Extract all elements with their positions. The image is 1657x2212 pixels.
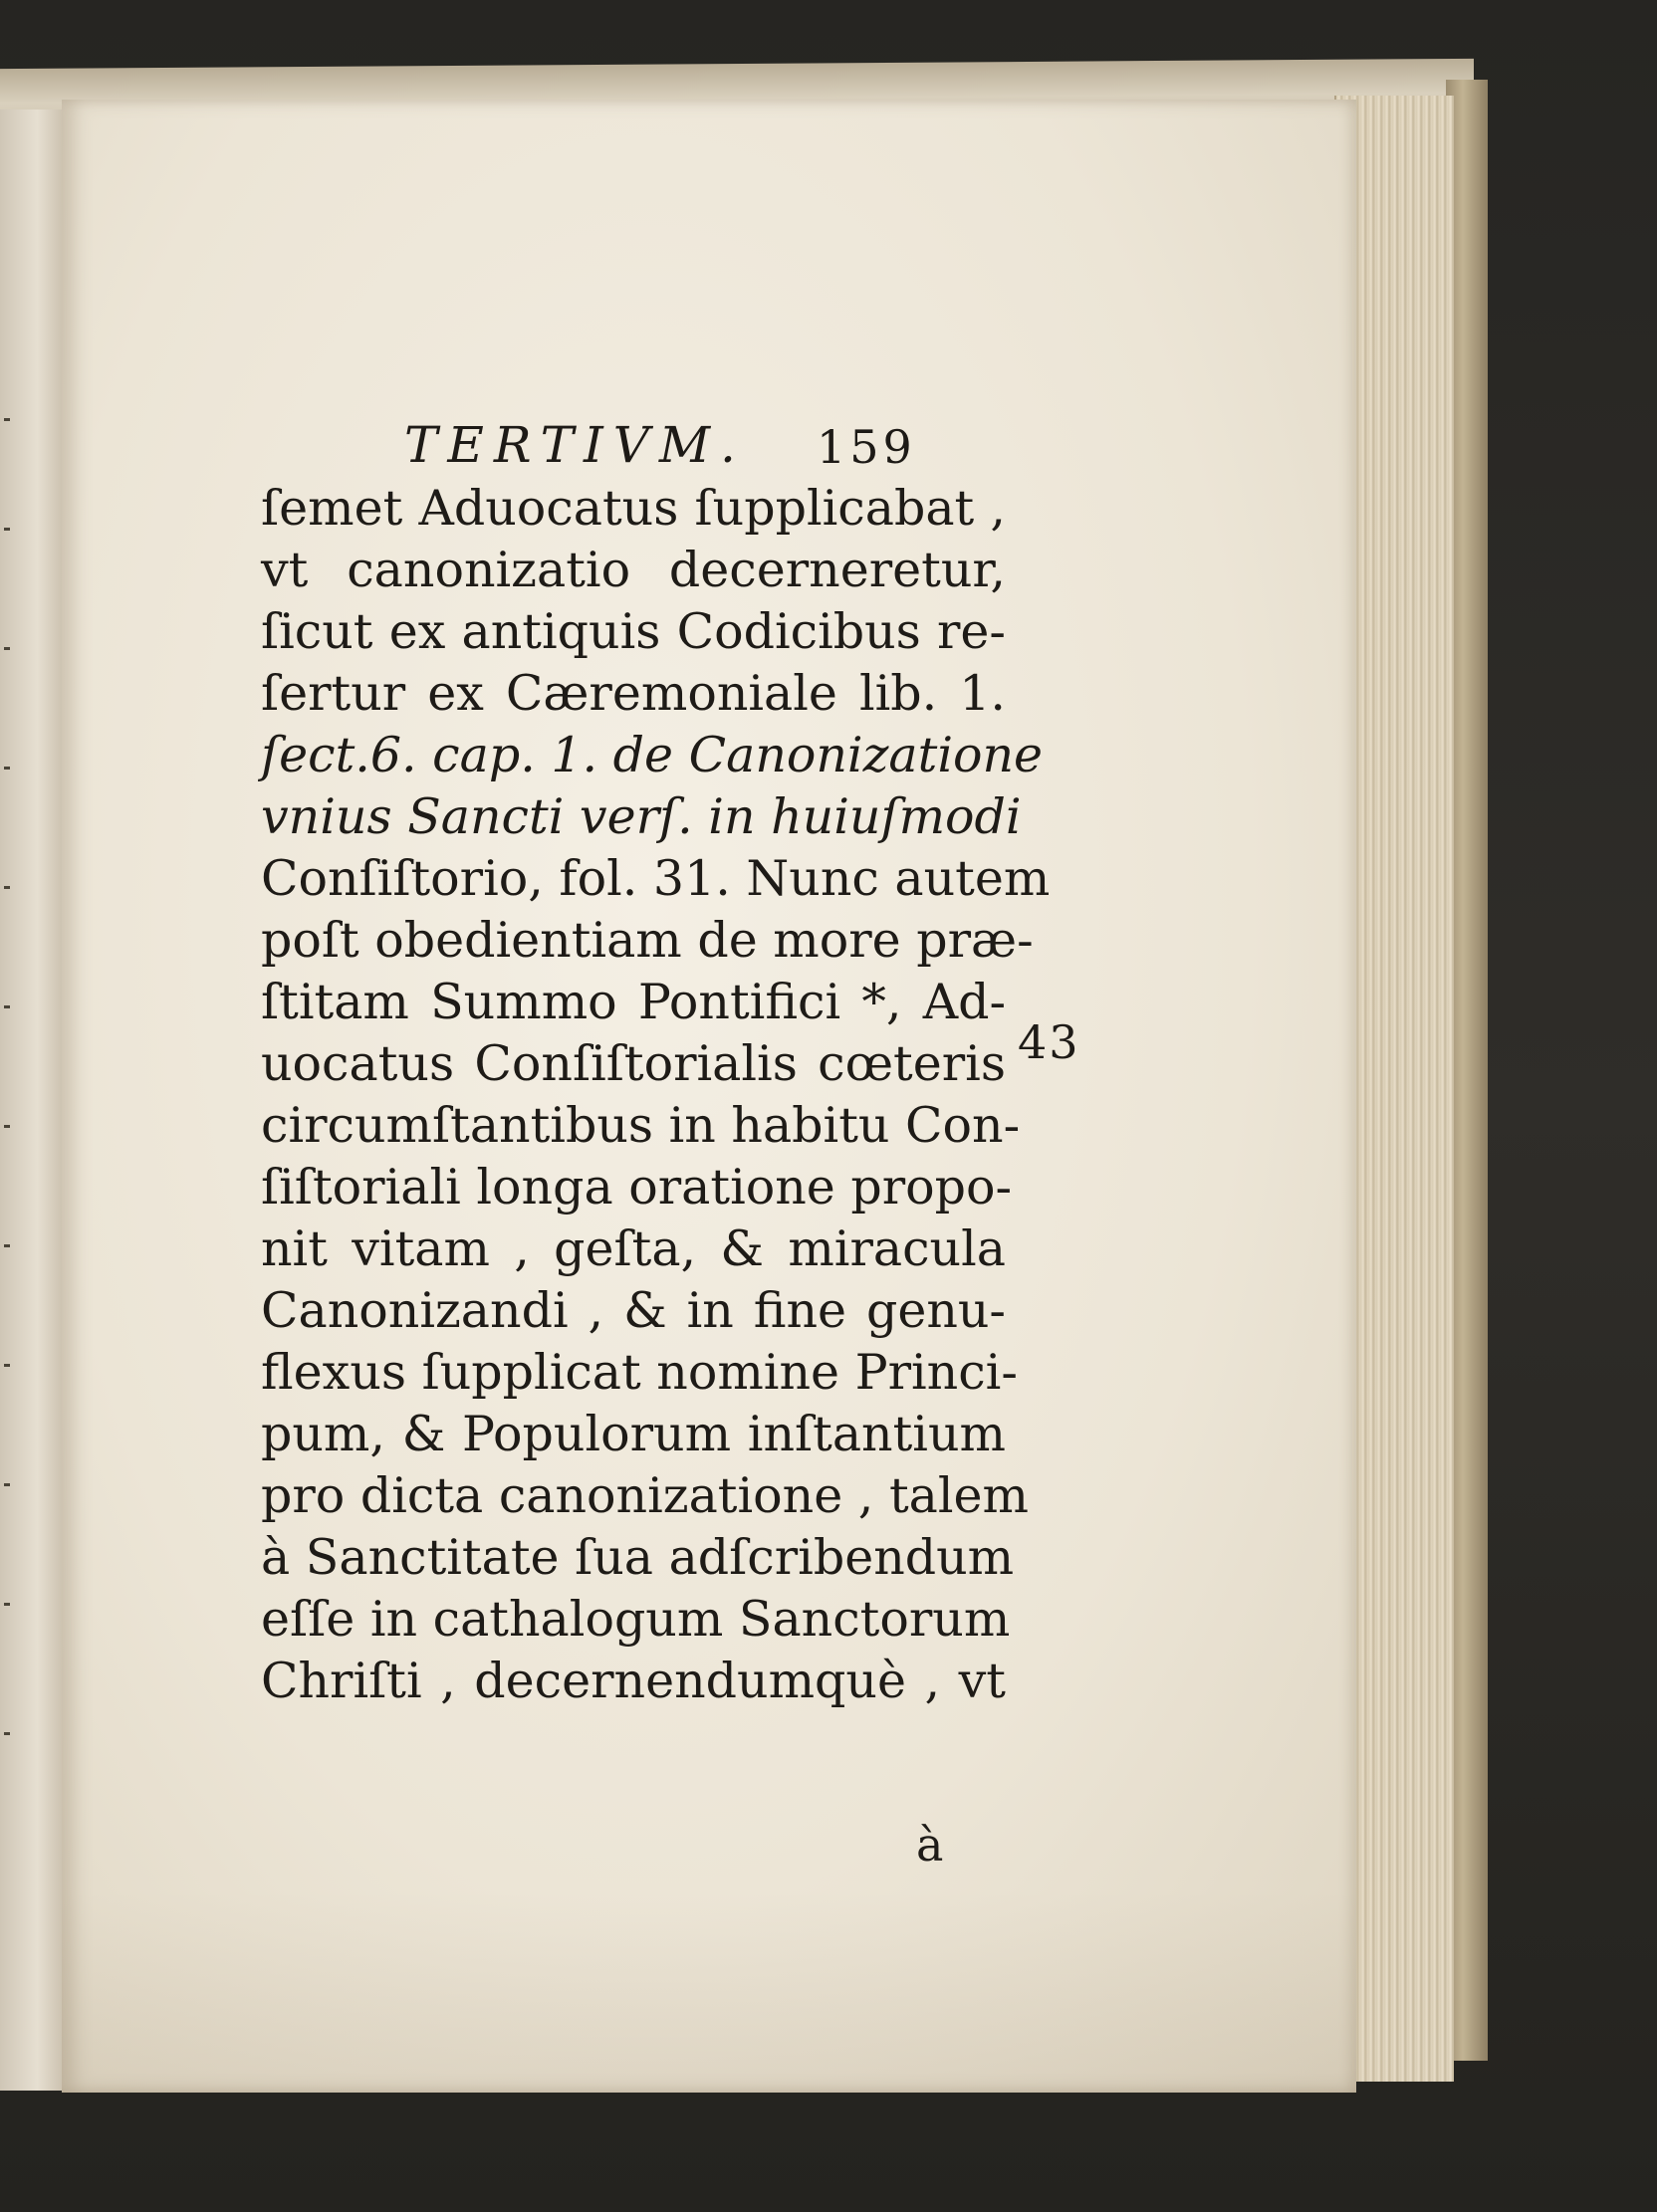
edge-mark xyxy=(4,1483,10,1486)
edge-mark xyxy=(4,418,10,421)
text-line: ſicut ex antiquis Codicibus re- xyxy=(261,603,1006,660)
text-line: nit vitam , geſta, & miracula xyxy=(261,1220,1006,1277)
edge-mark xyxy=(4,1244,10,1247)
text-line: poſt obedientiam de more præ- xyxy=(261,912,1034,969)
book-page xyxy=(62,100,1356,2093)
margin-number: 43 xyxy=(1018,1015,1080,1069)
previous-page-edge xyxy=(0,110,64,2091)
page-shading xyxy=(62,1891,1356,2093)
edge-mark xyxy=(4,886,10,889)
edge-mark xyxy=(4,767,10,770)
edge-mark xyxy=(4,1364,10,1367)
page-number: 159 xyxy=(817,420,916,474)
text-line: ſemet Aduocatus ſupplicabat , xyxy=(261,480,1006,537)
text-line: ſertur ex Cæremoniale lib. 1. xyxy=(261,665,1006,722)
text-line: pum, & Populorum inſtantium xyxy=(261,1406,1006,1462)
text-line: Chriſti , decernendumquè , vt xyxy=(261,1653,1006,1709)
edge-mark xyxy=(4,647,10,650)
text-line: Canonizandi , & in fine genu- xyxy=(261,1282,1006,1339)
text-line: ſect.6. cap. 1. de Canonizatione xyxy=(261,727,1044,783)
text-line: flexus ſupplicat nomine Princi- xyxy=(261,1344,1018,1401)
text-line: ſiſtoriali longa oratione propo- xyxy=(261,1159,1013,1216)
text-line: Conſiſtorio, fol. 31. Nunc autem xyxy=(261,850,1051,907)
edge-mark xyxy=(4,1603,10,1606)
edge-mark xyxy=(4,1732,10,1735)
edge-mark xyxy=(4,528,10,531)
edge-mark xyxy=(4,1005,10,1008)
running-head-title: TERTIVM. xyxy=(404,416,746,474)
text-line: vt canonizatio decerneretur, xyxy=(261,542,1006,598)
text-line: vnius Sancti verſ. in huiuſmodi xyxy=(261,788,1022,845)
text-line: eſſe in cathalogum Sanctorum xyxy=(261,1591,1011,1648)
text-line: uocatus Conſiſtorialis cœteris xyxy=(261,1035,1006,1092)
text-line: à Sanctitate ſua adſcribendum xyxy=(261,1529,1015,1586)
text-line: ſtitam Summo Pontifici *, Ad- xyxy=(261,974,1006,1030)
text-line: pro dicta canonizatione , talem xyxy=(261,1467,1029,1524)
edge-mark xyxy=(4,1125,10,1128)
text-line: circumſtantibus in habitu Con- xyxy=(261,1097,1021,1154)
catchword: à xyxy=(916,1818,944,1872)
